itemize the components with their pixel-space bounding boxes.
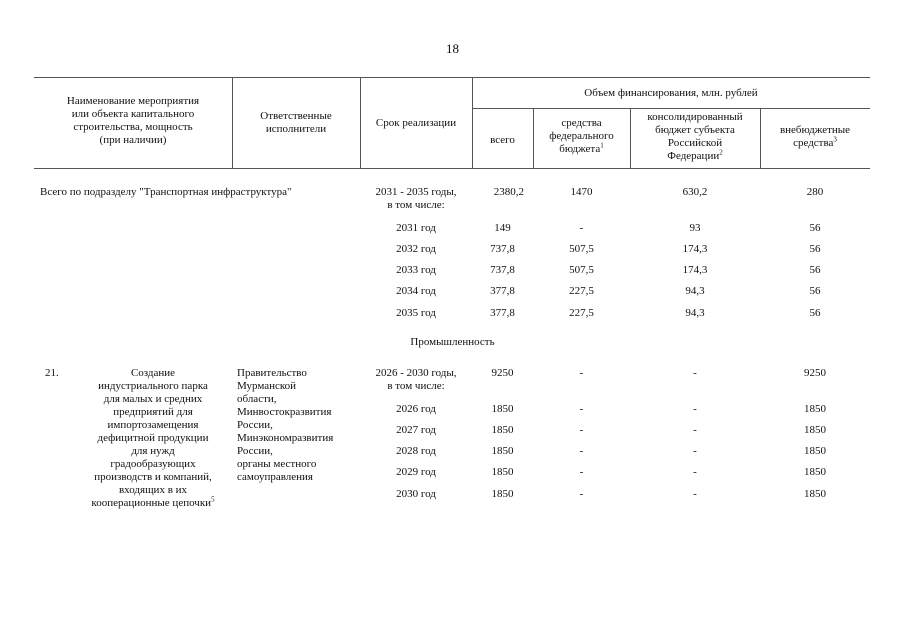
responsible-line: Минэкономразвития <box>237 432 334 444</box>
year-consolidated: - <box>693 403 697 415</box>
item-name-text: кооперационные цепочки <box>91 497 212 509</box>
item-name-line: дефицитной продукции <box>97 432 209 444</box>
responsible-line: России, <box>237 445 273 457</box>
item-name-line: входящих в их <box>118 484 188 496</box>
year-consolidated: 93 <box>689 222 701 234</box>
header-consolidated-line: консолидированный <box>647 111 743 123</box>
header-responsible <box>232 110 360 136</box>
year-consolidated: 94,3 <box>685 285 705 297</box>
year-all: 1850 <box>491 466 514 478</box>
footnote-marker: 5 <box>211 495 215 504</box>
transport-year-row <box>0 222 905 236</box>
header-top-rule <box>34 77 870 78</box>
year-federal: - <box>579 445 584 457</box>
header-funding-line: Объем финансирования, млн. рублей <box>584 87 758 99</box>
year-consolidated: 94,3 <box>685 307 705 319</box>
year-consolidated: - <box>693 424 697 436</box>
item-name-line: производств и компаний, <box>94 471 212 483</box>
responsible-line: России, <box>237 419 273 431</box>
header-name <box>34 95 232 147</box>
header-term-line: Срок реализации <box>375 117 457 129</box>
header-name-line: (при наличии) <box>99 134 167 146</box>
year-consolidated: 174,3 <box>682 243 708 255</box>
responsible-line: Мурманской <box>237 380 297 392</box>
transport-year-row <box>0 307 905 321</box>
year-all: 377,8 <box>490 285 515 297</box>
section-title: Промышленность <box>410 336 495 348</box>
year-extra: 56 <box>809 222 821 234</box>
item-name-line: импортозамещения <box>107 419 199 431</box>
item-name-line: предприятий для <box>113 406 193 418</box>
year-label: 2028 год <box>396 445 436 457</box>
item-name-line: для малых и средних <box>103 393 203 405</box>
year-federal: 227,5 <box>569 307 594 319</box>
year-extra: 1850 <box>804 445 826 457</box>
transport-total-all: 2380,2 <box>493 186 524 198</box>
year-label: 2032 год <box>396 243 436 255</box>
transport-year-row <box>0 243 905 257</box>
transport-year-row <box>0 264 905 278</box>
item-total-row <box>0 367 905 381</box>
header-federal <box>533 117 630 156</box>
year-extra: 1850 <box>804 466 826 478</box>
header-resp-line: исполнители <box>265 123 327 135</box>
year-all: 1850 <box>491 424 514 436</box>
year-all: 149 <box>494 222 511 234</box>
item-year-row <box>0 424 905 438</box>
year-federal: 507,5 <box>569 243 594 255</box>
transport-period-line: в том числе: <box>387 199 445 211</box>
item-year-row <box>0 488 905 502</box>
header-federal-line: средства <box>561 117 602 129</box>
item-year-row <box>0 445 905 459</box>
year-all: 1850 <box>491 403 514 415</box>
year-extra: 1850 <box>804 424 826 436</box>
year-federal: - <box>579 222 584 234</box>
item-name-line: для нужд <box>131 445 175 457</box>
year-all: 737,8 <box>490 264 515 276</box>
item-number: 21. <box>45 367 59 379</box>
item-total-all: 9250 <box>491 367 514 379</box>
year-extra: 1850 <box>804 488 826 500</box>
header-extra-line <box>760 137 870 150</box>
year-extra: 56 <box>809 307 821 319</box>
header-extra <box>760 124 870 150</box>
header-resp-line: Ответственные <box>260 110 332 122</box>
year-label: 2027 год <box>396 424 436 436</box>
year-extra: 1850 <box>804 403 826 415</box>
year-label: 2033 год <box>396 264 436 276</box>
header-funding <box>472 87 870 100</box>
header-consolidated <box>630 111 760 163</box>
year-consolidated: - <box>693 466 697 478</box>
item-total-consolidated: - <box>693 367 697 379</box>
year-extra: 56 <box>809 243 821 255</box>
header-extra-text: средства <box>793 137 834 149</box>
header-name-line: Наименование мероприятия <box>66 95 200 107</box>
item-name-line: градообразующих <box>110 458 196 470</box>
header-extra-line: внебюджетные <box>779 124 851 136</box>
year-federal: - <box>579 424 584 436</box>
header-name-line: или объекта капитального <box>71 108 195 120</box>
header-term <box>360 117 472 130</box>
footnote-marker: 3 <box>833 135 837 144</box>
header-federal-text: бюджета <box>559 143 601 155</box>
year-all: 377,8 <box>490 307 515 319</box>
year-label: 2031 год <box>396 222 436 234</box>
item-period-line: 2026 - 2030 годы, <box>375 367 457 379</box>
header-name-line: строительства, мощность <box>73 121 193 133</box>
year-federal: 227,5 <box>569 285 594 297</box>
item-total-extra: 9250 <box>804 367 826 379</box>
year-federal: 507,5 <box>569 264 594 276</box>
transport-total-federal: 1470 <box>570 186 593 198</box>
transport-total-consolidated: 630,2 <box>682 186 708 198</box>
header-consolidated-line <box>630 150 760 163</box>
year-all: 737,8 <box>490 243 515 255</box>
transport-total-label: Всего по подразделу "Транспортная инфраструктура" <box>40 186 292 198</box>
header-consolidated-text: Федерации <box>667 150 720 162</box>
header-bottom-rule <box>34 168 870 169</box>
year-extra: 56 <box>809 264 821 276</box>
year-federal: - <box>579 403 584 415</box>
year-consolidated: - <box>693 488 697 500</box>
item-period-line: в том числе: <box>387 380 445 392</box>
item-total-federal: - <box>579 367 584 379</box>
year-extra: 56 <box>809 285 821 297</box>
header-federal-line <box>533 143 630 156</box>
responsible-line: самоуправления <box>237 471 313 483</box>
responsible-line: Минвостокразвития <box>237 406 332 418</box>
page-number: 18 <box>446 41 459 56</box>
transport-year-row <box>0 285 905 299</box>
header-federal-line: федерального <box>549 130 614 142</box>
year-federal: - <box>579 466 584 478</box>
item-year-row <box>0 403 905 417</box>
header-total <box>472 134 533 147</box>
header-total-line: всего <box>490 134 515 146</box>
item-name-line: индустриального парка <box>98 380 208 392</box>
header-funding-rule <box>472 108 870 109</box>
responsible-line: области, <box>237 393 277 405</box>
responsible-line: Правительство <box>237 367 307 379</box>
item-name-line: Создание <box>130 367 176 379</box>
transport-total-row <box>0 186 905 200</box>
item-year-row <box>0 466 905 480</box>
transport-total-extra: 280 <box>806 186 824 198</box>
year-label: 2029 год <box>396 466 436 478</box>
footnote-marker: 1 <box>600 141 604 150</box>
year-label: 2035 год <box>396 307 436 319</box>
transport-period-line: 2031 - 2035 годы, <box>375 186 457 198</box>
year-consolidated: 174,3 <box>682 264 708 276</box>
responsible-line: органы местного <box>237 458 317 470</box>
year-all: 1850 <box>491 445 514 457</box>
header-consolidated-line: Российской <box>667 137 723 149</box>
year-consolidated: - <box>693 445 697 457</box>
year-all: 1850 <box>491 488 514 500</box>
footnote-marker: 2 <box>719 148 723 157</box>
year-label: 2034 год <box>396 285 436 297</box>
year-label: 2030 год <box>396 488 436 500</box>
year-label: 2026 год <box>396 403 436 415</box>
header-consolidated-line: бюджет субъекта <box>655 124 735 136</box>
year-federal: - <box>579 488 584 500</box>
